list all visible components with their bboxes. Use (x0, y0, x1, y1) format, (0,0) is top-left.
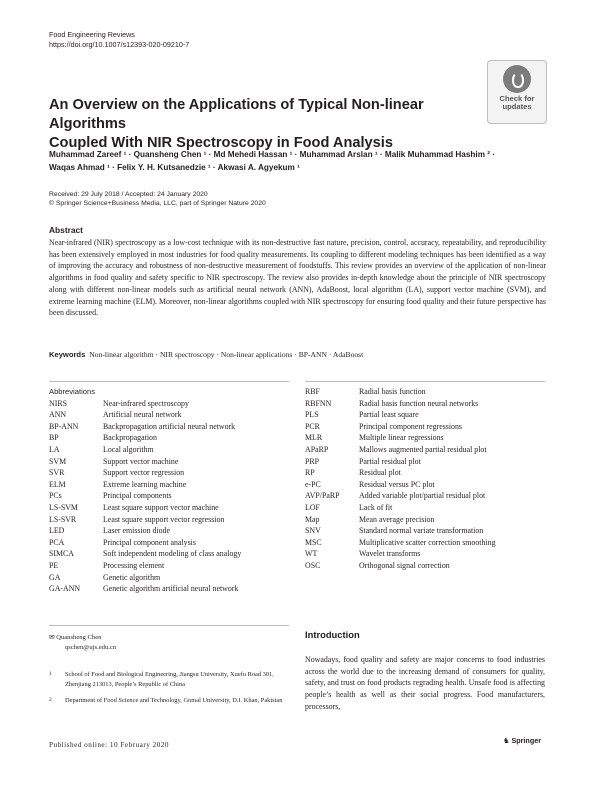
abbreviation-row (305, 560, 555, 572)
footnote-rule (49, 625, 289, 626)
received-accepted: Received: 29 July 2018 / Accepted: 24 January 2020 (49, 191, 208, 198)
abbreviation-term: AVP/PaRP (305, 491, 340, 501)
abbreviation-definition: Multiplicative scatter correction smoothing (359, 537, 496, 547)
abbreviation-row (305, 548, 555, 560)
abbreviation-row (305, 456, 555, 468)
abbreviation-term: NIRS (49, 398, 67, 408)
springer-logo (503, 736, 541, 745)
abbreviation-definition: Principal component regressions (359, 421, 462, 431)
abbreviation-row (305, 514, 555, 526)
keywords-label: Keywords (49, 350, 86, 359)
abbreviation-definition: Orthogonal signal correction (359, 560, 450, 570)
abbreviation-row (49, 467, 299, 479)
article-dates (49, 190, 266, 208)
abbreviation-term: LA (49, 444, 60, 454)
abbreviation-term: BP (49, 433, 59, 443)
abbreviation-term: RBFNN (305, 398, 332, 408)
abbreviation-term: PCR (305, 421, 320, 431)
abbreviation-definition: Multiple linear regressions (359, 433, 444, 443)
abbreviation-term: BP-ANN (49, 421, 79, 431)
abbreviation-definition: Principal components (103, 491, 172, 501)
abbreviation-row (305, 502, 555, 514)
abbreviation-row (305, 432, 555, 444)
abbreviation-definition: Mallows augmented partial residual plot (359, 444, 487, 454)
author-list (49, 148, 554, 174)
abbreviation-definition: Local algorithm (103, 444, 154, 454)
abbreviation-definition: Near-infrared spectroscopy (103, 398, 189, 408)
abbreviation-term: PCA (49, 537, 65, 547)
abbreviation-term: RBF (305, 387, 320, 396)
abbreviation-row (49, 525, 299, 537)
article-title (49, 96, 479, 153)
abbreviation-definition: Genetic algorithm artificial neural network (103, 584, 239, 594)
abbreviation-definition: Artificial neural network (103, 410, 182, 420)
badge-line1: Check for (499, 94, 535, 103)
keywords-text: Non-linear algorithm · NIR spectroscopy · Non-linear applications · BP-ANN · AdaBoost (89, 350, 364, 359)
abbreviation-term: MSC (305, 537, 322, 547)
abbreviation-row (305, 479, 555, 491)
abbreviation-term: PRP (305, 456, 320, 466)
abbreviation-row (49, 548, 299, 560)
abbreviation-definition: Backpropagation (103, 433, 157, 443)
abbreviation-term: MLR (305, 433, 323, 443)
abbreviation-row (305, 490, 555, 502)
abbreviation-row (49, 444, 299, 456)
abbreviation-definition: Support vector machine (103, 456, 179, 466)
abbreviation-definition: Added variable plot/partial residual plot (359, 491, 486, 501)
abbreviation-definition: Processing element (103, 560, 165, 570)
abbreviation-row (49, 502, 299, 514)
affiliation-1 (49, 670, 289, 689)
abbreviation-definition: Wavelet transforms (359, 549, 421, 559)
abbreviation-term: PE (49, 560, 59, 570)
abbreviation-term: APaRP (305, 444, 329, 454)
abbreviation-term: LOF (305, 502, 320, 512)
abbreviation-term: RP (305, 468, 315, 478)
abstract-text: Near-infrared (NIR) spectroscopy as a low-cost technique with its non-destructive fast nature, precision, control, accuracy, repeatability, and reproducibility has been extensively employed in most industries for food quality measurements. Its coupling to different modeling techniques has been identified as a way of improving the accuracy and robustness of non-destructive measurement of foodstuffs. This review provides an overview of the application of non-linear algorithms in food quality and safety specific to NIR spectroscopy. The review also provides in-depth knowledge about the principle of NIR spectroscopy along with different non-linear models such as artificial neural network (ANN), AdaBoost, local algorithm (LA), support vector machine (SVM), and extreme learning machine (ELM). Moreover, non-linear algorithms coupled with NIR spectroscopy for ensuring food quality and their future perspective has been discussed. (49, 238, 546, 318)
title-line-2: Coupled With NIR Spectroscopy in Food Analysis (49, 135, 393, 151)
keywords (49, 350, 363, 359)
envelope-icon: ✉ (49, 633, 55, 641)
abbreviations-right (305, 386, 555, 572)
aff-num: 1 (49, 671, 52, 677)
abbreviation-definition: Extreme learning machine (103, 479, 187, 489)
aff-num: 2 (49, 697, 52, 703)
abbreviation-term: GA-ANN (49, 584, 81, 594)
abbreviation-row (49, 432, 299, 444)
abbreviation-definition: Residual plot (359, 468, 401, 478)
affiliation-2 (49, 696, 289, 706)
abbr-rule-left (49, 381, 289, 382)
abbreviation-row (305, 421, 555, 433)
abbreviation-term: Map (305, 514, 320, 524)
copyright-notice: © Springer Science+Business Media, LLC, part of Springer Nature 2020 (49, 200, 266, 207)
abbreviation-term: SNV (305, 526, 321, 536)
abbreviation-row (305, 386, 555, 398)
abbreviation-definition: Partial least square (359, 410, 419, 420)
abbreviation-definition: Least square support vector machine (103, 502, 219, 512)
authors-line-1[interactable]: Muhammad Zareef ¹ · Quansheng Chen ¹ · Md Mehedi Hassan ¹ · Muhammad Arslan ¹ · Malik Muhammad Hashim ² · (49, 150, 495, 159)
abbreviation-row (305, 467, 555, 479)
introduction-text: Nowadays, food quality and safety are major concerns to food industries across the world due to the increasing demand of consumers for quality, safety, and trust on food products regrading health. Unsafe food is affecting people’s health as well as their social progress. Food manufacturers, processors, (305, 655, 545, 711)
abbreviation-term: PCs (49, 491, 62, 501)
abbreviation-definition: Lack of fit (359, 502, 393, 512)
abbreviation-definition: Laser emission diode (103, 526, 171, 536)
abbreviation-row (305, 525, 555, 537)
abbreviation-definition: Principal component analysis (103, 537, 196, 547)
abbreviation-definition: Support vector regression (103, 468, 185, 478)
corresponding-author (49, 632, 289, 653)
journal-name: Food Engineering Reviews (49, 30, 135, 39)
abbreviation-row (49, 409, 299, 421)
abbreviation-term: WT (305, 549, 318, 559)
abbreviations-left (49, 386, 299, 595)
abbreviation-term: ANN (49, 410, 67, 420)
aff-text: School of Food and Biological Engineering, Jiangsu University, Xuefu Road 301, Zhenjiang 213013, People’s Republic of China (65, 671, 274, 688)
abbreviation-definition: Backpropagation artificial neural network (103, 421, 236, 431)
abbreviation-row (49, 583, 299, 595)
title-line-1: An Overview on the Applications of Typical Non-linear Algorithms (49, 97, 424, 132)
abbreviation-term: e-PC (305, 479, 321, 489)
abbreviation-definition: Radial basis function (359, 387, 426, 396)
introduction-heading: Introduction (305, 629, 360, 640)
springer-horse-icon: ♞ (503, 736, 510, 745)
abbreviation-row (49, 514, 299, 526)
check-for-updates-badge[interactable] (487, 60, 547, 124)
abbreviation-term: PLS (305, 410, 319, 420)
abbreviations-heading: Abbreviations (49, 387, 96, 396)
abbreviation-definition: Residual versus PC plot (359, 479, 435, 489)
abbreviation-term: SVM (49, 456, 67, 466)
abbreviation-row (49, 537, 299, 549)
abstract-heading: Abstract (49, 225, 83, 235)
abbr-rule-right (305, 381, 545, 382)
publication-footer: Published online: 10 February 2020 (49, 741, 170, 749)
abbreviation-row (49, 560, 299, 572)
abbreviation-row (49, 456, 299, 468)
abbreviation-row (49, 398, 299, 410)
abbreviation-definition: Partial residual plot (359, 456, 421, 466)
abbreviation-term: ELM (49, 479, 66, 489)
publisher-name: Springer (511, 736, 542, 745)
abbreviation-row (305, 537, 555, 549)
abbreviation-term: LS-SVM (49, 502, 78, 512)
doi-link[interactable]: https://doi.org/10.1007/s12393-020-09210-7 (49, 40, 190, 49)
abbreviation-definition: Least square support vector regression (103, 514, 225, 524)
abbreviation-definition: Radial basis function neural networks (359, 398, 479, 408)
aff-text: Department of Food Science and Technology, Gomal University, D.I. Khan, Pakistan (65, 697, 283, 704)
abbreviation-row (49, 479, 299, 491)
abbreviation-term: LED (49, 526, 65, 536)
abbreviation-row (49, 421, 299, 433)
abbreviation-term: OSC (305, 560, 321, 570)
corr-name: Quansheng Chen (56, 634, 102, 641)
abbreviation-definition: Mean average precision (359, 514, 435, 524)
badge-line2: updates (502, 102, 532, 111)
bookmark-icon (503, 65, 531, 93)
abbreviation-row (305, 398, 555, 410)
abbreviation-row (49, 490, 299, 502)
abbreviation-row (305, 444, 555, 456)
abbreviation-definition: Soft independent modeling of class analogy (103, 549, 242, 559)
corr-email[interactable]: qschen@ujs.edu.cn (65, 644, 117, 651)
abbreviation-term: SVR (49, 468, 65, 478)
abbreviation-definition: Genetic algorithm (103, 572, 161, 582)
abbreviation-definition: Standard normal variate transformation (359, 526, 484, 536)
abbreviation-row (305, 409, 555, 421)
authors-line-2[interactable]: Waqas Ahmad ¹ · Felix Y. H. Kutsanedzie ¹ · Akwasi A. Agyekum ¹ (49, 163, 300, 172)
abbreviation-term: LS-SVR (49, 514, 77, 524)
abbreviation-term: SIMCA (49, 549, 74, 559)
abbreviation-row (49, 572, 299, 584)
journal-header (49, 30, 189, 50)
abbreviation-term: GA (49, 572, 61, 582)
